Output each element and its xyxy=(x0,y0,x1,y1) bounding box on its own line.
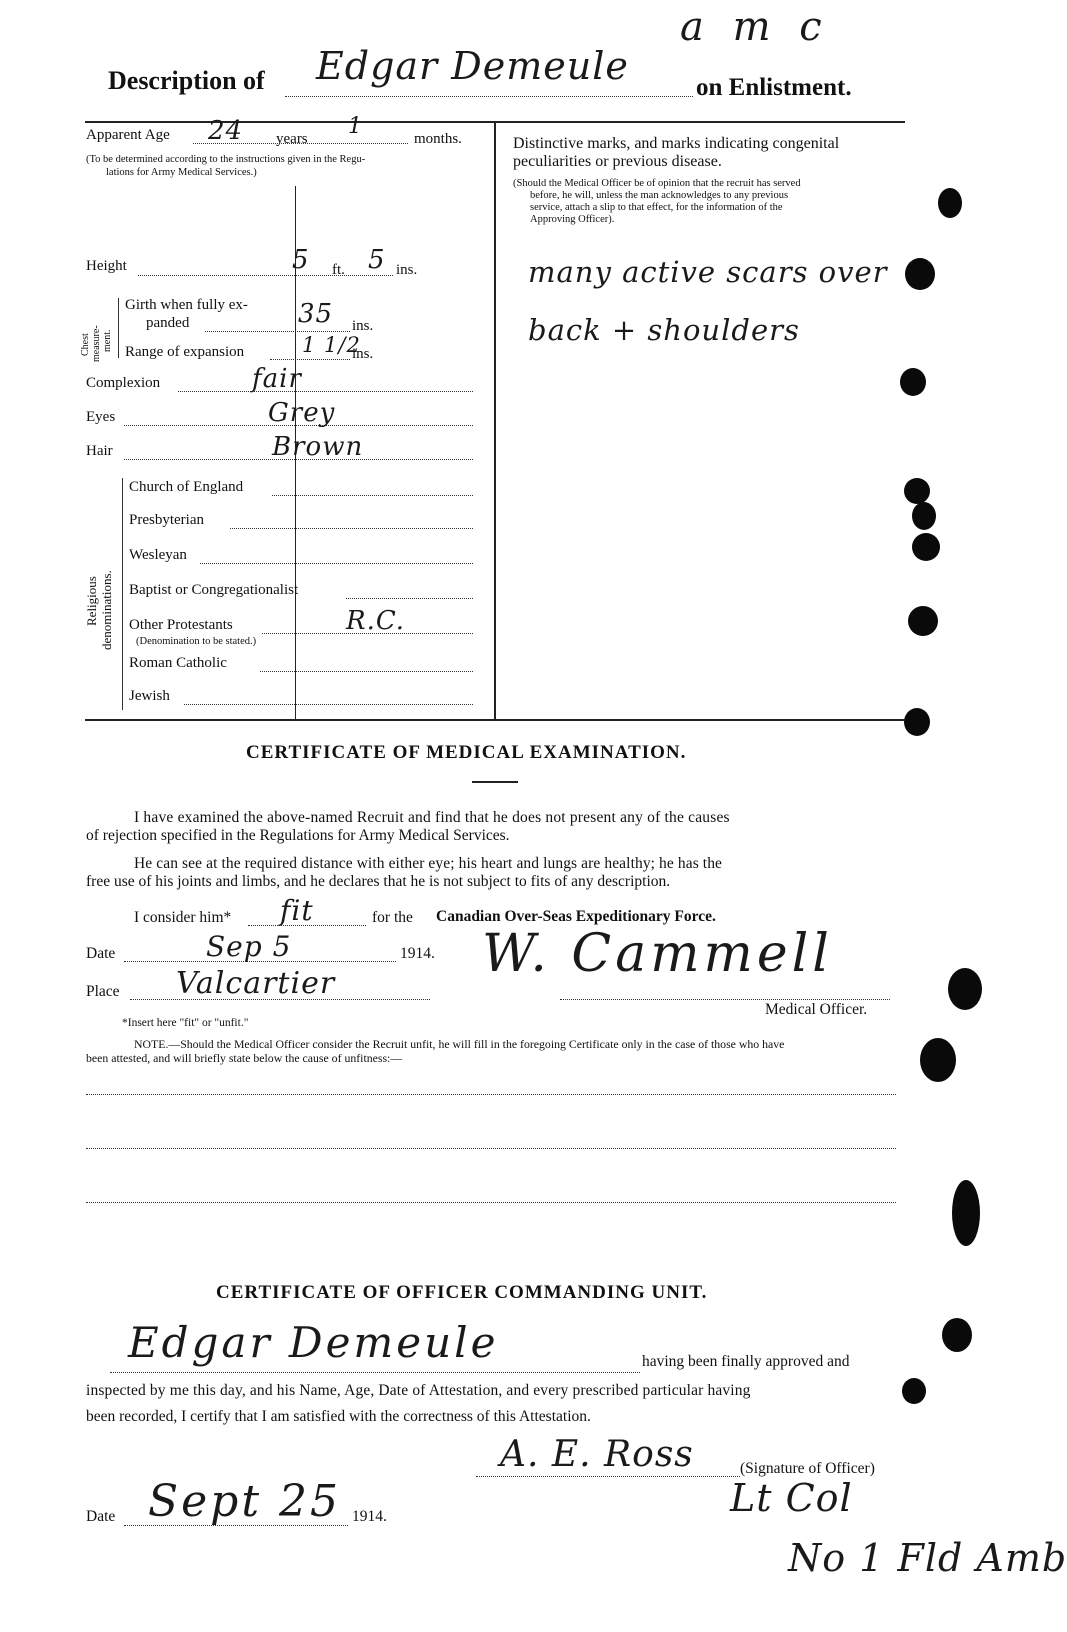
ins-label: ins. xyxy=(352,318,374,334)
unfit-note: been attested, and will briefly state below the cause of unfitness:— xyxy=(86,1051,403,1065)
complexion-value: fair xyxy=(252,364,302,394)
officer-unit: No 1 Fld Amb xyxy=(788,1536,1067,1580)
ft-label: ft. xyxy=(332,262,345,278)
marks-value: back + shoulders xyxy=(528,313,800,347)
girth-value: 35 xyxy=(298,299,334,329)
chest-label-1: Chest xyxy=(80,333,91,356)
punch-hole xyxy=(952,1180,980,1246)
commanding-line3: been recorded, I certify that I am satisfied with the correctness of this Attestation. xyxy=(86,1408,591,1425)
complexion-label: Complexion xyxy=(86,375,161,391)
religion-church-of-england: Church of England xyxy=(129,479,244,495)
consider-post: for the xyxy=(372,909,413,926)
height-ft-value: 5 xyxy=(292,245,310,275)
girth-label: Girth when fully ex- xyxy=(125,297,248,313)
unfitness-line xyxy=(86,1094,896,1095)
bottom-rule xyxy=(85,719,905,721)
marks-title: peculiarities or previous disease. xyxy=(513,153,722,170)
religion-label xyxy=(99,570,115,650)
religion-dots xyxy=(260,671,473,672)
religion-wesleyan: Wesleyan xyxy=(129,547,187,563)
months-label: months. xyxy=(414,131,462,147)
religion-dots xyxy=(272,495,473,496)
place-label: Place xyxy=(86,983,120,1000)
punch-hole xyxy=(920,1038,956,1082)
years-label: years xyxy=(276,131,308,147)
range-dots xyxy=(270,359,350,360)
ins-label: ins. xyxy=(396,262,418,278)
signature-of-officer-label: (Signature of Officer) xyxy=(740,1460,875,1477)
commanding-line1: having been finally approved and xyxy=(642,1353,850,1370)
religion-dots xyxy=(200,563,473,564)
complexion-dots xyxy=(178,391,473,392)
title-dash xyxy=(472,781,518,783)
punch-hole xyxy=(905,258,935,290)
range-label: Range of expansion xyxy=(125,344,245,360)
punch-hole xyxy=(938,188,962,218)
chest-label xyxy=(91,325,102,362)
chest-bracket xyxy=(118,298,119,358)
eyes-label: Eyes xyxy=(86,409,116,425)
marks-note: Approving Officer). xyxy=(530,214,615,225)
eyes-value: Grey xyxy=(268,398,336,428)
commanding-line2: inspected by me this day, and his Name, Age, Date of Attestation, and every prescribed particular having xyxy=(86,1382,751,1399)
punch-hole xyxy=(904,708,930,736)
medical-year: 1914. xyxy=(400,945,435,962)
medical-para2: free use of his joints and limbs, and he declares that he is not subject to fits of any description. xyxy=(86,873,671,890)
hair-label: Hair xyxy=(86,443,113,459)
religion-label-2: denominations. xyxy=(99,570,114,650)
chest-label-2: measure- xyxy=(91,325,102,362)
religion-bracket xyxy=(122,478,123,710)
marks-title: Distinctive marks, and marks indicating congenital xyxy=(513,135,840,152)
religion-other-protestants: Other Protestants xyxy=(129,617,233,633)
religion-value: R.C. xyxy=(346,606,406,636)
denomination-note: (Denomination to be stated.) xyxy=(136,636,257,647)
age-label: Apparent Age xyxy=(86,127,170,143)
commanding-name-line xyxy=(110,1372,640,1373)
religion-dots xyxy=(230,528,473,529)
header-prefix: Description of xyxy=(108,66,265,95)
religion-label-1: Religious xyxy=(84,576,99,626)
consider-pre: I consider him* xyxy=(134,909,232,926)
age-note: lations for Army Medical Services.) xyxy=(106,167,257,178)
hair-value: Brown xyxy=(272,432,364,462)
height-dots xyxy=(138,275,393,276)
height-in-value: 5 xyxy=(368,245,386,275)
range-value: 1 1/2 xyxy=(302,333,361,357)
punch-hole xyxy=(942,1318,972,1352)
commanding-year: 1914. xyxy=(352,1508,387,1525)
marks-value: many active scars over xyxy=(528,255,888,289)
place-value: Valcartier xyxy=(176,966,336,1001)
punch-hole xyxy=(912,502,936,530)
medical-officer-label: Medical Officer. xyxy=(765,1001,868,1018)
religion-dots xyxy=(184,704,473,705)
age-note: (To be determined according to the instructions given in the Regu- xyxy=(86,154,366,165)
ins-label: ins. xyxy=(352,346,374,362)
insert-note: *Insert here "fit" or "unfit." xyxy=(122,1017,249,1029)
chest-label xyxy=(80,333,91,356)
height-label: Height xyxy=(86,258,127,274)
medical-para2: He can see at the required distance with either eye; his heart and lungs are healthy; he has the xyxy=(134,855,723,872)
punch-hole xyxy=(904,478,930,504)
commanding-officer-signature: A. E. Ross xyxy=(500,1434,694,1475)
expeditionary-force: Canadian Over-Seas Expeditionary Force. xyxy=(436,908,716,925)
religion-baptist: Baptist or Congregationalist xyxy=(129,582,299,598)
unfitness-line xyxy=(86,1202,896,1203)
punch-hole xyxy=(912,533,940,561)
header-suffix: on Enlistment. xyxy=(696,74,852,101)
chest-label-3: ment. xyxy=(102,329,113,352)
punch-hole xyxy=(948,968,982,1010)
officer-rank: Lt Col xyxy=(730,1476,853,1520)
medical-date-value: Sep 5 xyxy=(206,930,292,963)
commanding-date-value: Sept 25 xyxy=(148,1476,342,1527)
girth-dots xyxy=(205,331,350,332)
marks-note: before, he will, unless the man acknowledges to any previous xyxy=(530,190,789,201)
medical-para1: I have examined the above-named Recruit and find that he does not present any of the causes xyxy=(134,809,730,826)
officer-signature-line xyxy=(560,999,890,1000)
religion-presbyterian: Presbyterian xyxy=(129,512,204,528)
commanding-title: CERTIFICATE OF OFFICER COMMANDING UNIT. xyxy=(216,1282,708,1303)
commanding-recruit-name: Edgar Demeule xyxy=(128,1318,499,1367)
religion-jewish: Jewish xyxy=(129,688,170,704)
chest-label xyxy=(102,330,113,353)
punch-hole xyxy=(908,606,938,636)
commanding-date-label: Date xyxy=(86,1508,116,1525)
medical-date-label: Date xyxy=(86,945,116,962)
age-years-value: 24 xyxy=(208,116,244,146)
unfit-note: NOTE.—Should the Medical Officer consider the Recruit unfit, he will fill in the foregoing Certificate only in the case of those who have xyxy=(134,1037,785,1051)
religion-dots xyxy=(346,598,473,599)
marks-note: service, attach a slip to that effect, for the information of the xyxy=(530,202,783,213)
fitness-value: fit xyxy=(280,894,314,927)
medical-title: CERTIFICATE OF MEDICAL EXAMINATION. xyxy=(246,742,687,763)
religion-label xyxy=(84,576,100,626)
unfitness-line xyxy=(86,1148,896,1149)
column-divider xyxy=(494,122,496,720)
top-note: a m c xyxy=(680,4,830,50)
religion-roman-catholic: Roman Catholic xyxy=(129,655,227,671)
marks-note: (Should the Medical Officer be of opinion that the recruit has served xyxy=(513,178,801,189)
age-months-value: 1 xyxy=(348,114,363,139)
medical-officer-signature: W. Cammell xyxy=(482,924,833,984)
name-line xyxy=(285,96,693,97)
officer-sig-line xyxy=(476,1476,740,1477)
punch-hole xyxy=(902,1378,926,1404)
recruit-name: Edgar Demeule xyxy=(316,44,629,88)
girth-label: panded xyxy=(146,315,190,331)
punch-hole xyxy=(900,368,926,396)
medical-para1: of rejection specified in the Regulations for Army Medical Services. xyxy=(86,827,510,844)
